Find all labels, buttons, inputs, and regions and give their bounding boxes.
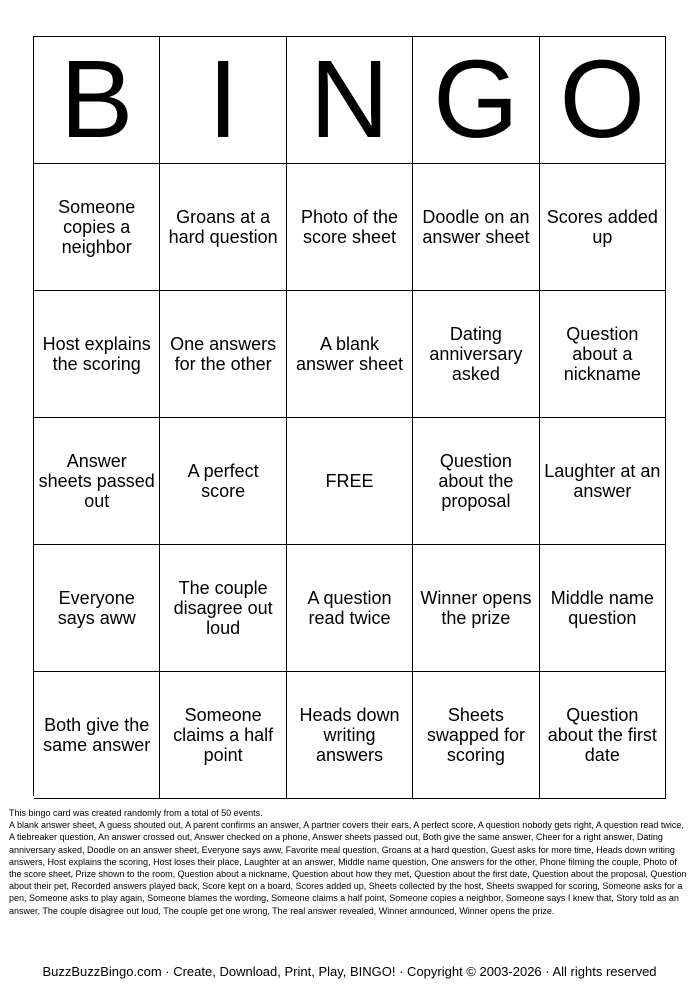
site-footer: BuzzBuzzBingo.com · Create, Download, Print, Play, BINGO! · Copyright © 2003-2026 · All rights reserved — [42, 964, 657, 979]
bingo-header-row — [34, 37, 666, 164]
bingo-cell: Question about the proposal — [413, 418, 539, 545]
bingo-cell: A perfect score — [160, 418, 286, 545]
footnote-intro: This bingo card was created randomly from a total of 50 events. — [9, 808, 263, 818]
bingo-cell: Doodle on an answer sheet — [413, 164, 539, 291]
bingo-cell: Someone claims a half point — [160, 672, 286, 799]
bingo-cell: Host explains the scoring — [34, 291, 160, 418]
bingo-cell: Sheets swapped for scoring — [413, 672, 539, 799]
free-space-cell: FREE — [287, 418, 413, 545]
bingo-row-4 — [34, 545, 666, 672]
bingo-cell: The couple disagree out loud — [160, 545, 286, 672]
bingo-row-1 — [34, 164, 666, 291]
bingo-row-2 — [34, 291, 666, 418]
bingo-card — [33, 36, 666, 796]
bingo-cell: Winner opens the prize — [413, 545, 539, 672]
bingo-cell: Question about a nickname — [540, 291, 666, 418]
bingo-cell: Scores added up — [540, 164, 666, 291]
bingo-cell: Everyone says aww — [34, 545, 160, 672]
bingo-cell: Answer sheets passed out — [34, 418, 160, 545]
header-letter-n: N — [287, 37, 413, 164]
bingo-cell: Both give the same answer — [34, 672, 160, 799]
bingo-cell: A question read twice — [287, 545, 413, 672]
footnote-events: A blank answer sheet, A guess shouted out, A parent confirms an answer, A partner covers their ears, A perfect score, A question nobody gets right, A question read twice, A tiebreaker question, An answer crossed out, Answer checked on a phone, Answer sheets passed out, Both give the same answer, Cheer for a right answer, Dating anniversary asked, Doodle on an answer sheet, Everyone says aww, Favorite meal question, Groans at a hard question, Guest asks for more time, Heads down writing answers, Host explains the scoring, Host loses their place, Laughter at an answer, Middle name question, One answers for the other, Phone filming the couple, Photo of the score sheet, Prize shown to the room, Question about a nickname, Question about how they met, Question about the first date, Question about the proposal, Question about their pet, Recorded answers played back, Score kept on a board, Scores added up, Sheets collected by the host, Sheets swapped for scoring, Someone asks for a pen, Someone asks to play again, Someone blames the wording, Someone claims a half point, Someone copies a neighbor, Someone says I knew that, Story told as an answer, The couple disagree out loud, The couple get one wrong, The real answer revealed, Winner announced, Winner opens the prize. — [9, 820, 687, 916]
bingo-cell: Middle name question — [540, 545, 666, 672]
bingo-cell: Question about the first date — [540, 672, 666, 799]
bingo-cell: Photo of the score sheet — [287, 164, 413, 291]
header-letter-g: G — [413, 37, 539, 164]
header-letter-o: O — [540, 37, 666, 164]
bingo-row-3 — [34, 418, 666, 545]
header-letter-b: B — [34, 37, 160, 164]
bingo-row-5 — [34, 672, 666, 799]
bingo-cell: Dating anniversary asked — [413, 291, 539, 418]
bingo-cell: A blank answer sheet — [287, 291, 413, 418]
bingo-cell: Laughter at an answer — [540, 418, 666, 545]
bingo-cell: One answers for the other — [160, 291, 286, 418]
event-list-footnote — [9, 807, 691, 917]
header-letter-i: I — [160, 37, 286, 164]
bingo-cell: Heads down writing answers — [287, 672, 413, 799]
bingo-cell: Groans at a hard question — [160, 164, 286, 291]
bingo-cell: Someone copies a neighbor — [34, 164, 160, 291]
